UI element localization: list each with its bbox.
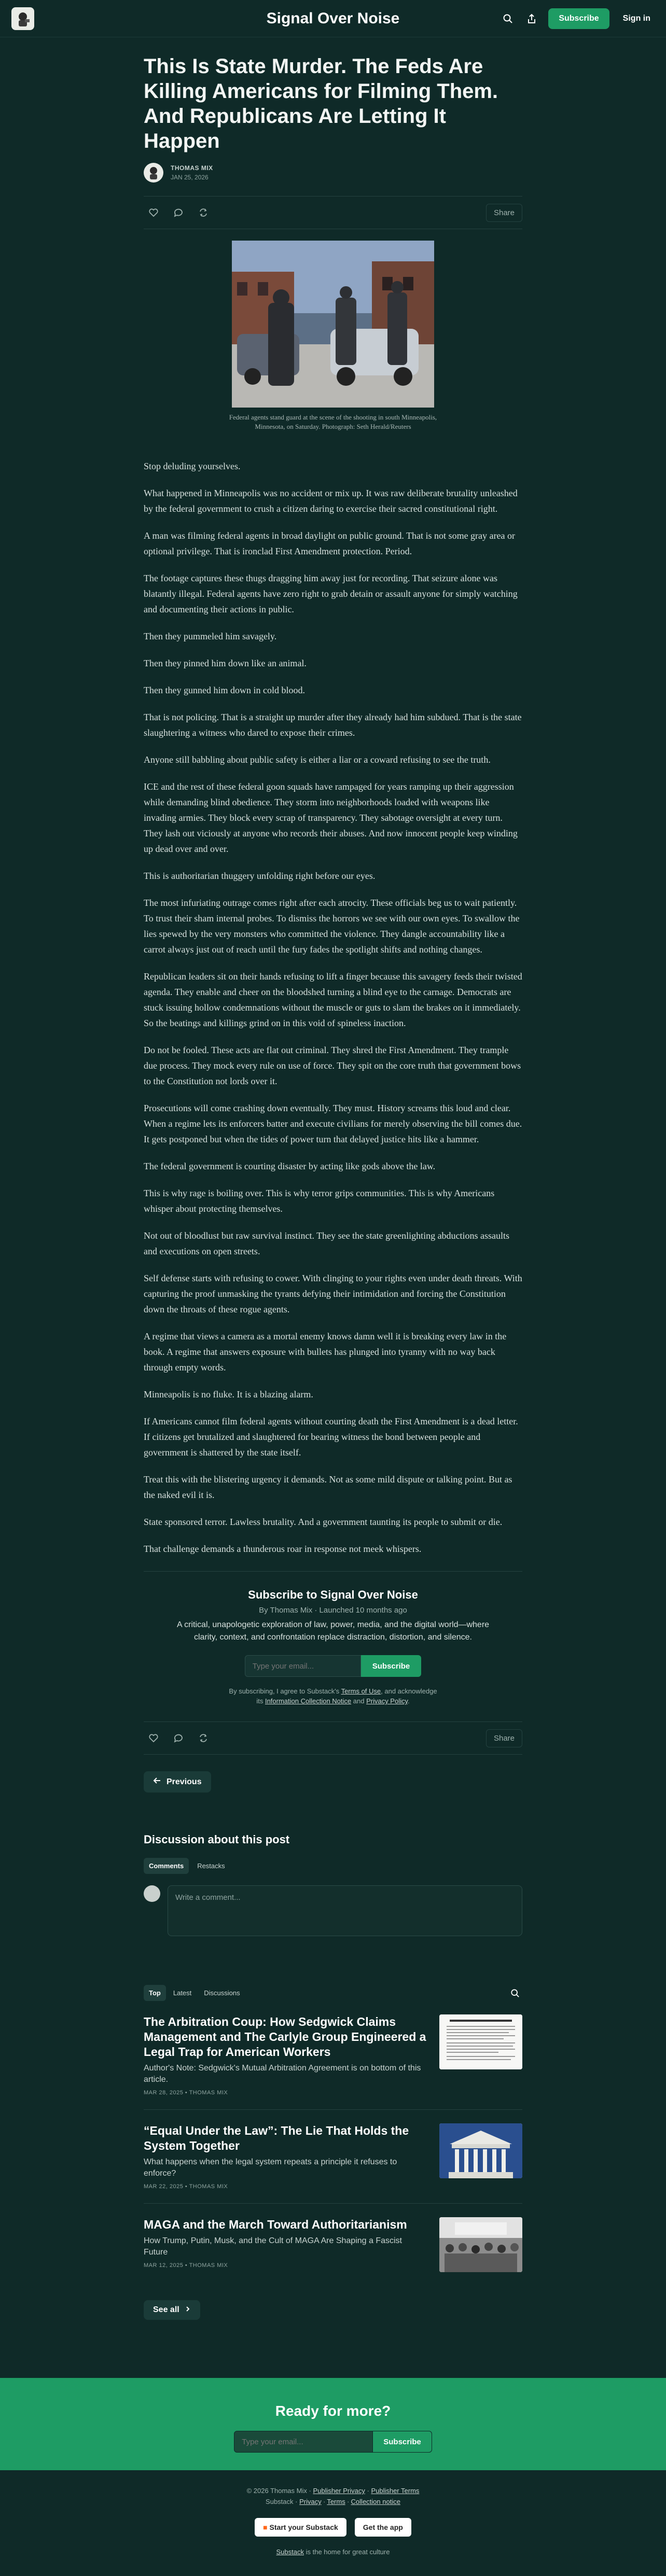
restack-icon[interactable] [193,203,213,222]
post-paragraph: Then they pinned him down like an animal. [144,658,307,668]
post-column [144,54,522,2320]
post-paragraph: Prosecutions will come crashing down eventually. They must. History screams this loud and clear. When a regime lets its enforcers batter and execute civilians for merely observing the bill comes due. It gets postponed but when the tides of power turn that delayed justice hits like a hammer. [144,1103,522,1144]
footer-line: Substack · Privacy ∙ Terms ∙ Collection notice [266,2498,400,2505]
see-all-label: See all [153,2305,179,2314]
post-paragraph: Not out of bloodlust but raw survival instinct. They see the state greenlighting abductions assaults and executions on open streets. [144,1230,510,1256]
post-paragraph: Do not be fooled. These acts are flat out criminal. They shred the First Amendment. They trample due process. They mock every rule on use of force. They spit on the core truth that government bows to the Constitution not lords over it. [144,1045,521,1086]
email-input[interactable] [234,2431,373,2453]
footer-line: © 2026 Thomas Mix · Publisher Privacy · Publisher Terms [246,2487,420,2495]
share-button[interactable]: Share [486,204,522,222]
tagline-text: is the home for great culture [304,2548,390,2556]
substack-link[interactable]: Substack [276,2548,304,2556]
post-paragraph: The federal government is courting disaster by acting like gods above the law. [144,1161,436,1171]
chevron-right-icon [185,2305,191,2315]
post-card-subtitle: What happens when the legal system repeats a principle it refuses to enforce? [144,2158,397,2178]
comment-bubble-icon[interactable] [169,1728,188,1748]
previous-label: Previous [166,1777,202,1786]
post-paragraph: This is why rage is boiling over. This is why terror grips communities. This is why Americans whisper about protecting themselves. [144,1188,495,1214]
subscribe-legal-text [227,1686,439,1706]
user-avatar [144,1885,160,1902]
tab-top[interactable]: Top [144,1985,166,2001]
post-card[interactable] [144,2001,522,2110]
ready-title: Ready for more? [275,2403,391,2419]
post-body [144,458,522,1557]
collection-notice-link[interactable]: Collection notice [351,2498,400,2505]
top-navigation-bar [0,0,666,37]
email-input[interactable] [245,1655,361,1677]
post-list [144,2001,522,2286]
photo-caption: Federal agents stand guard at the scene of the shooting in south Minneapolis, Minnesota, on Saturday. Photograph: Seth Herald/Reuters [229,413,437,430]
discussion-title: Discussion about this post [144,1833,290,1846]
post-figure [144,241,522,431]
arrow-left-icon [153,1776,161,1787]
post-card[interactable] [144,2110,522,2204]
post-paragraph: ICE and the rest of these federal goon squads have rampaged for years ramping up their aggression while demanding blind obedience. They storm into neighborhoods loaded with weapons like invading armies. They block every scrap of transparency. They sabotage oversight at every turn. They lash out viciously at anyone who records their abuses. And now innocent people keep winding up dead over and over. [144,781,518,854]
post-paragraph: A regime that views a camera as a mortal enemy knows damn well it is breaking every law in the book. A regime that answers exposure with bullets has plunged into tyranny with no way back through empty words. [144,1331,507,1373]
post-paragraph: Then they pummeled him savagely. [144,631,277,641]
restack-icon[interactable] [193,1728,213,1748]
legal-text: . [408,1697,410,1705]
footer [0,2470,666,2556]
publisher-terms-link[interactable]: Publisher Terms [371,2487,420,2495]
post-paragraph: Minneapolis is no fluke. It is a blazing alarm. [144,1389,313,1399]
share-button[interactable]: Share [486,1729,522,1747]
comment-bubble-icon[interactable] [169,203,188,222]
post-card[interactable] [144,2204,522,2286]
post-paragraph: That challenge demands a thunderous roar in response not meek whispers. [144,1544,422,1554]
like-heart-icon[interactable] [144,1728,163,1748]
post-card-subtitle: Author's Note: Sedgwick's Mutual Arbitration Agreement is on bottom of this article. [144,2064,421,2084]
terms-of-use-link[interactable]: Terms of Use [341,1687,381,1695]
start-substack-button[interactable] [255,2518,346,2537]
see-all-button[interactable] [144,2300,200,2320]
post-paragraph: Republican leaders sit on their hands refusing to lift a finger because this savagery feeds their twisted agenda. They enable and cheer on the bloodshed turning a blind eye to the carnage. Democrats are stuck issuing hollow condemnations without the muscle or guts to slam the brakes on it immediately. So the beatings and killings grind on in this void of spineless inaction. [144,971,522,1028]
byline [144,163,522,183]
tab-latest[interactable]: Latest [173,1989,192,1997]
legal-text: By subscribing, I agree to Substack's [229,1687,341,1695]
subscribe-box [144,1571,522,1706]
subscribe-form [144,1655,522,1677]
tab-comments[interactable]: Comments [144,1858,189,1874]
comment-composer [144,1885,522,1936]
tab-restacks[interactable]: Restacks [197,1862,225,1870]
post-paragraph: What happened in Minneapolis was no accident or mix up. It was raw deliberate brutality unleashed by the federal government to crush a citizen daring to exercise their sacred constitutional right. [144,488,518,514]
post-action-bar [144,196,522,229]
post-card-meta: MAR 22, 2025 • THOMAS MIX [144,2183,228,2190]
ready-for-more-banner [0,2378,666,2470]
post-title: This Is State Murder. The Feds Are Killing Americans for Filming Them. And Republicans Are Letting It Happen [144,55,498,152]
subscribe-box-title: Subscribe to Signal Over Noise [248,1588,418,1601]
post-paragraph: This is authoritarian thuggery unfolding right before our eyes. [144,871,376,881]
subscribe-box-description: A critical, unapologetic exploration of law, power, media, and the digital world—where clarity, context, and confrontation replace distraction, distortion, and silence. [176,1620,490,1642]
post-card-subtitle: How Trump, Putin, Musk, and the Cult of MAGA Are Shaping a Fascist Future [144,2236,402,2257]
site-title: Signal Over Noise [266,9,400,27]
post-card-title[interactable]: “Equal Under the Law”: The Lie That Holds the System Together [144,2124,409,2152]
post-paragraph: Stop deluding yourselves. [144,461,241,471]
substack-logo-icon: ■ [263,2523,270,2531]
post-paragraph: Self defense starts with refusing to cower. With clinging to your rights even under death threats. With capturing the proof unmasking the tyrants defying their intimidation and forcing the Constitution down the throats of these rogue agents. [144,1273,522,1314]
subscribe-box-meta: By Thomas Mix · Launched 10 months ago [259,1606,407,1615]
post-paragraph: If Americans cannot film federal agents without courting death the First Amendment is a dead letter. If citizens get brutalized and slaughtered for bearing witness the bond between people and government is shattered by the state itself. [144,1416,518,1458]
post-card-thumbnail[interactable] [439,2217,522,2272]
previous-post-button[interactable] [144,1771,211,1793]
post-paragraph: Treat this with the blistering urgency it demands. Not as some mild dispute or talking point. But as the naked evil it is. [144,1474,512,1500]
substack-text: Substack · [266,2498,300,2505]
share-icon[interactable] [524,11,539,26]
post-paragraph: The most infuriating outrage comes right after each atrocity. These officials beg us to wait patiently. To trust their sham internal probes. To dismiss the horrors we see with our own eyes. To swallow the lies spewed by the very monsters who committed the violence. They dangle accountability like a carrot always just out of reach until the fury fades the spotlight shifts and nothing changes. [144,898,520,955]
search-icon[interactable] [501,11,515,26]
footer-tagline [0,2548,666,2556]
post-paragraph: Then they gunned him down in cold blood. [144,685,305,695]
start-substack-label: Start your Substack [269,2523,338,2531]
sign-in-button[interactable]: Sign in [622,13,650,23]
post-action-bar-bottom [144,1721,522,1755]
comment-input[interactable]: Write a comment... [168,1885,522,1936]
legal-text: , and acknowledge its [256,1687,437,1705]
publication-logo[interactable] [11,7,34,30]
ready-subscribe-button[interactable]: Subscribe [373,2431,432,2453]
get-app-button[interactable]: Get the app [355,2518,411,2537]
post-photo[interactable] [232,241,434,408]
post-paragraph: A man was filming federal agents in broad daylight on public ground. That is not some gray area or optional privilege. That is ironclad First Amendment protection. Period. [144,530,515,556]
post-card-thumbnail[interactable] [439,2014,522,2069]
legal-text: and [351,1697,367,1705]
copyright-text: © 2026 Thomas Mix · [246,2487,313,2495]
subscribe-form-button[interactable]: Subscribe [361,1655,422,1677]
information-collection-notice-link[interactable]: Information Collection Notice [265,1697,352,1705]
post-paragraph: Anyone still babbling about public safety is either a liar or a coward refusing to see the truth. [144,754,491,765]
post-card-title[interactable]: The Arbitration Coup: How Sedgwick Claims Management and The Carlyle Group Engineered a Legal Trap for American Workers [144,2015,426,2059]
post-paragraph: State sponsored terror. Lawless brutality. And a government taunting its people to submit or die. [144,1517,503,1527]
post-card-title[interactable]: MAGA and the March Toward Authoritarianism [144,2218,407,2231]
post-paragraph: The footage captures these thugs dragging him away just for recording. That seizure alone was blatantly illegal. Federal agents have zero right to grab detain or assault anyone for simply watching and documenting their actions in public. [144,573,518,614]
terms-link[interactable]: Terms [327,2498,345,2505]
like-heart-icon[interactable] [144,203,163,222]
post-date: JAN 25, 2026 [171,174,209,181]
author-avatar[interactable] [144,163,163,183]
discussion-tabs [144,1858,522,1874]
post-list-tabs [144,1985,522,2001]
post-card-meta: MAR 12, 2025 • THOMAS MIX [144,2262,228,2269]
search-icon[interactable] [508,1986,522,2000]
post-card-thumbnail[interactable] [439,2123,522,2178]
subscribe-button[interactable]: Subscribe [548,8,609,29]
ready-subscribe-form [0,2431,666,2453]
post-card-meta: MAR 28, 2025 • THOMAS MIX [144,2090,228,2096]
privacy-policy-link[interactable]: Privacy Policy [366,1697,408,1705]
privacy-link[interactable]: Privacy [299,2498,322,2505]
author-name[interactable]: THOMAS MIX [171,164,213,172]
post-paragraph: That is not policing. That is a straight up murder after they already had him subdued. That is the state slaughtering a witness who dared to expose their crimes. [144,712,522,738]
publisher-privacy-link[interactable]: Publisher Privacy [313,2487,365,2495]
tab-discussions[interactable]: Discussions [204,1989,240,1997]
